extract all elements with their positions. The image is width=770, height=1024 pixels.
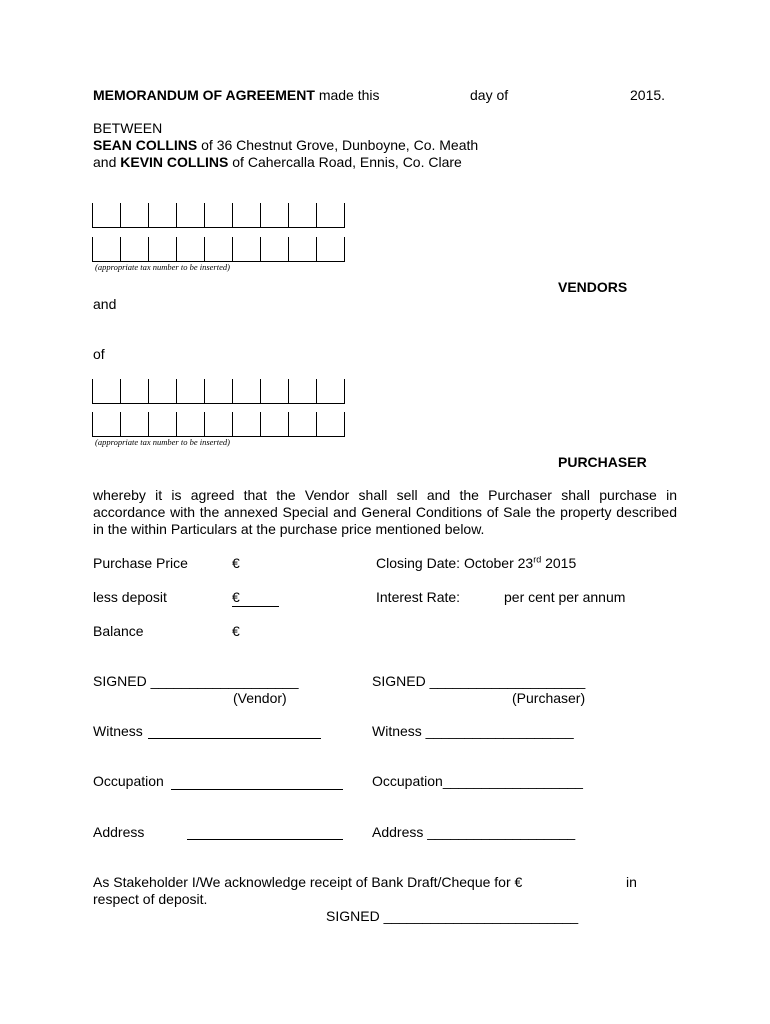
agreement-title	[93, 87, 380, 104]
vendor-occupation-line[interactable]	[171, 789, 343, 790]
vendor-role: (Vendor)	[233, 690, 287, 706]
between-label: BETWEEN	[93, 120, 163, 136]
vendor-witness-line[interactable]	[148, 738, 321, 739]
stakeholder-signed-line[interactable]: SIGNED _________________________	[326, 908, 579, 924]
purchase-price-currency: €	[232, 555, 240, 571]
vendor-address-line[interactable]	[187, 839, 343, 840]
vendor-2-name: KEVIN COLLINS	[120, 154, 229, 170]
agreement-title-bold: MEMORANDUM OF AGREEMENT	[93, 87, 315, 103]
vendor-1-name: SEAN COLLINS	[93, 137, 198, 153]
purchaser-address-line[interactable]: Address ___________________	[372, 824, 576, 840]
purchaser-tax-note: (appropriate tax number to be inserted)	[95, 437, 230, 447]
day-of-label: day of	[470, 87, 509, 103]
deposit-field[interactable]: €	[232, 589, 279, 607]
stakeholder-text: As Stakeholder I/We acknowledge receipt of Bank Draft/Cheque for €	[93, 874, 523, 890]
agreement-title-rest: made this	[318, 87, 380, 103]
interest-rate-value: per cent per annum	[504, 589, 626, 605]
of-label: of	[93, 346, 105, 362]
less-deposit-label: less deposit	[93, 589, 167, 605]
balance-label: Balance	[93, 623, 144, 639]
vendor-tax-note: (appropriate tax number to be inserted)	[95, 262, 230, 272]
vendor-1-address: of 36 Chestnut Grove, Dunboyne, Co. Meath	[201, 137, 479, 153]
vendor-1-tax-number-boxes[interactable]	[92, 203, 346, 228]
vendor-2-and: and	[93, 154, 117, 170]
signed-vendor-line[interactable]: SIGNED ___________________	[93, 673, 299, 689]
stakeholder-line2: respect of deposit.	[93, 891, 208, 907]
purchaser-witness-line[interactable]: Witness ___________________	[372, 723, 574, 739]
and-label: and	[93, 296, 117, 312]
vendor-witness-label: Witness	[93, 723, 143, 739]
year-label: 2015.	[630, 87, 666, 103]
vendor-1	[93, 137, 478, 154]
purchaser-occupation-line[interactable]: Occupation__________________	[372, 773, 583, 789]
purchaser-2-tax-number-boxes[interactable]	[92, 412, 346, 437]
vendor-2-tax-number-boxes[interactable]	[92, 237, 346, 262]
balance-currency: €	[232, 623, 240, 639]
signed-purchaser-line[interactable]: SIGNED ____________________	[372, 673, 586, 689]
closing-date	[376, 555, 576, 572]
vendor-2	[93, 154, 462, 171]
agreement-paragraph: whereby it is agreed that the Vendor shall sell and the Purchaser shall purchase in accordance with the annexed Special and General Conditions of Sale the property described in the within Particulars at the purchase price mentioned below.	[93, 487, 677, 537]
closing-date-value: October 23rd 2015	[463, 554, 577, 571]
vendor-address-label: Address	[93, 824, 145, 840]
purchaser-role: (Purchaser)	[512, 690, 586, 706]
purchaser-label: PURCHASER	[558, 454, 647, 470]
vendors-label: VENDORS	[558, 279, 628, 295]
vendor-occupation-label: Occupation	[93, 773, 164, 789]
closing-date-label: Closing Date:	[376, 555, 461, 571]
stakeholder-in: in	[626, 874, 637, 890]
vendor-2-address: of Cahercalla Road, Ennis, Co. Clare	[232, 154, 462, 170]
interest-rate-label: Interest Rate:	[376, 589, 461, 605]
purchaser-1-tax-number-boxes[interactable]	[92, 379, 346, 404]
purchase-price-label: Purchase Price	[93, 555, 188, 571]
